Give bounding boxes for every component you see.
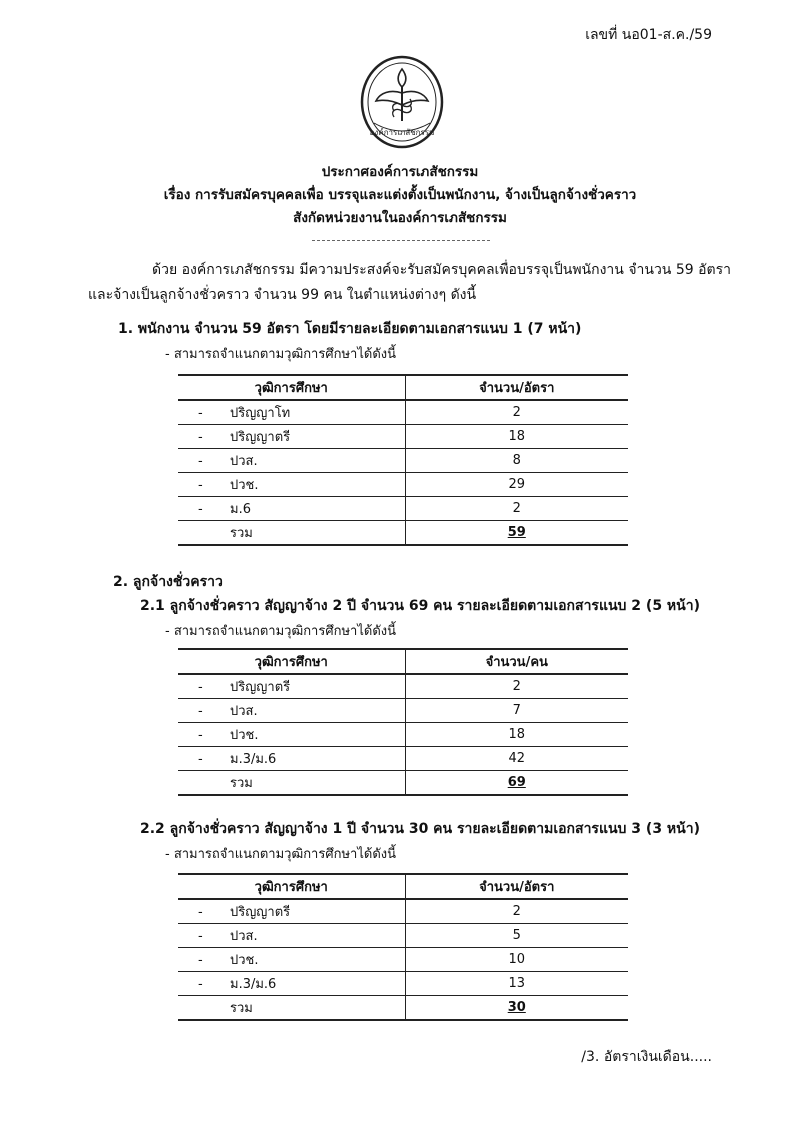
row-value: 2 xyxy=(405,497,628,521)
table-row xyxy=(178,449,628,473)
row-label: ปริญญาตรี xyxy=(230,680,291,695)
row-label: ปวส. xyxy=(230,704,258,719)
header-separator xyxy=(312,240,490,241)
table-row xyxy=(178,699,628,723)
row-value: 2 xyxy=(405,400,628,425)
table-row xyxy=(178,497,628,521)
row-value: 10 xyxy=(405,948,628,972)
row-marker: - xyxy=(198,977,203,992)
row-label: ปวช. xyxy=(230,728,259,743)
row-label: ปวส. xyxy=(230,454,258,469)
row-value: 13 xyxy=(405,972,628,996)
row-value: 2 xyxy=(405,674,628,699)
intro-line-2: และจ้างเป็นลูกจ้างชั่วคราว จำนวน 99 คน ในตำแหน่งต่างๆ ดังนี้ xyxy=(88,287,477,303)
row-label: ปริญญาโท xyxy=(230,406,291,421)
column-header-education: วุฒิการศึกษา xyxy=(178,874,405,899)
row-marker: - xyxy=(198,929,203,944)
total-value: 30 xyxy=(405,996,628,1021)
table-row xyxy=(178,747,628,771)
total-value: 69 xyxy=(405,771,628,796)
row-marker: - xyxy=(198,752,203,767)
table-row xyxy=(178,674,628,699)
row-marker: - xyxy=(198,502,203,517)
row-marker: - xyxy=(198,478,203,493)
row-marker: - xyxy=(198,406,203,421)
column-header-count: จำนวน/คน xyxy=(405,649,628,674)
total-value: 59 xyxy=(405,521,628,546)
table-row xyxy=(178,924,628,948)
row-value: 18 xyxy=(405,723,628,747)
table-row xyxy=(178,473,628,497)
table-row xyxy=(178,948,628,972)
row-value: 5 xyxy=(405,924,628,948)
table-row xyxy=(178,400,628,425)
row-label: ปริญญาตรี xyxy=(230,905,291,920)
column-header-education: วุฒิการศึกษา xyxy=(178,649,405,674)
section1-title: 1. พนักงาน จำนวน 59 อัตรา โดยมีรายละเอียดตามเอกสารแนบ 1 (7 หน้า) xyxy=(118,321,582,337)
table-row xyxy=(178,723,628,747)
table-row xyxy=(178,899,628,924)
row-label: ปวช. xyxy=(230,953,259,968)
row-marker: - xyxy=(198,704,203,719)
total-label: รวม xyxy=(230,776,253,791)
table-header-row xyxy=(178,874,628,899)
row-marker: - xyxy=(198,680,203,695)
column-header-count: จำนวน/อัตรา xyxy=(405,375,628,400)
intro-line-1: ด้วย องค์การเภสัชกรรม มีความประสงค์จะรับสมัครบุคคลเพื่อบรรจุเป็นพนักงาน จำนวน 59 อัตรา xyxy=(152,262,731,278)
row-value: 29 xyxy=(405,473,628,497)
total-row xyxy=(178,521,628,546)
row-label: ปวช. xyxy=(230,478,259,493)
section1-note: - สามารถจำแนกตามวุฒิการศึกษาได้ดังนี้ xyxy=(165,347,396,362)
table-row xyxy=(178,425,628,449)
row-value: 42 xyxy=(405,747,628,771)
document-number: เลขที่ นอ01-ส.ค./59 xyxy=(585,27,712,43)
row-value: 18 xyxy=(405,425,628,449)
section2-1-title: 2.1 ลูกจ้างชั่วคราว สัญญาจ้าง 2 ปี จำนวน 69 คน รายละเอียดตามเอกสารแนบ 2 (5 หน้า) xyxy=(140,598,700,614)
row-label: ปวส. xyxy=(230,929,258,944)
continuation-note: /3. อัตราเงินเดือน..... xyxy=(581,1049,712,1065)
announcement-affiliation: สังกัดหน่วยงานในองค์การเภสัชกรรม xyxy=(293,210,507,226)
row-label: ม.3/ม.6 xyxy=(230,977,277,992)
total-row xyxy=(178,771,628,796)
column-header-count: จำนวน/อัตรา xyxy=(405,874,628,899)
total-row xyxy=(178,996,628,1021)
table-header-row xyxy=(178,375,628,400)
row-value: 8 xyxy=(405,449,628,473)
table-header-row xyxy=(178,649,628,674)
announcement-org: ประกาศองค์การเภสัชกรรม xyxy=(321,164,479,180)
row-value: 2 xyxy=(405,899,628,924)
row-marker: - xyxy=(198,728,203,743)
row-marker: - xyxy=(198,430,203,445)
section2-2-title: 2.2 ลูกจ้างชั่วคราว สัญญาจ้าง 1 ปี จำนวน 30 คน รายละเอียดตามเอกสารแนบ 3 (3 หน้า) xyxy=(140,821,700,837)
row-marker: - xyxy=(198,905,203,920)
row-marker: - xyxy=(198,454,203,469)
column-header-education: วุฒิการศึกษา xyxy=(178,375,405,400)
row-marker: - xyxy=(198,953,203,968)
section2-2-table xyxy=(178,873,628,1021)
table-row xyxy=(178,972,628,996)
announcement-subject: เรื่อง การรับสมัครบุคคลเพื่อ บรรจุและแต่งตั้งเป็นพนักงาน, จ้างเป็นลูกจ้างชั่วคราว xyxy=(163,187,637,203)
svg-text:องค์การเภสัชกรรม: องค์การเภสัชกรรม xyxy=(369,128,435,137)
total-label: รวม xyxy=(230,1001,253,1016)
org-seal-icon xyxy=(360,55,444,149)
section1-table xyxy=(178,374,628,546)
row-label: ปริญญาตรี xyxy=(230,430,291,445)
total-label: รวม xyxy=(230,526,253,541)
row-label: ม.3/ม.6 xyxy=(230,752,277,767)
row-label: ม.6 xyxy=(230,502,251,517)
section2-1-note: - สามารถจำแนกตามวุฒิการศึกษาได้ดังนี้ xyxy=(165,624,396,639)
section2-title: 2. ลูกจ้างชั่วคราว xyxy=(113,574,223,590)
section2-2-note: - สามารถจำแนกตามวุฒิการศึกษาได้ดังนี้ xyxy=(165,847,396,862)
row-value: 7 xyxy=(405,699,628,723)
section2-1-table xyxy=(178,648,628,796)
